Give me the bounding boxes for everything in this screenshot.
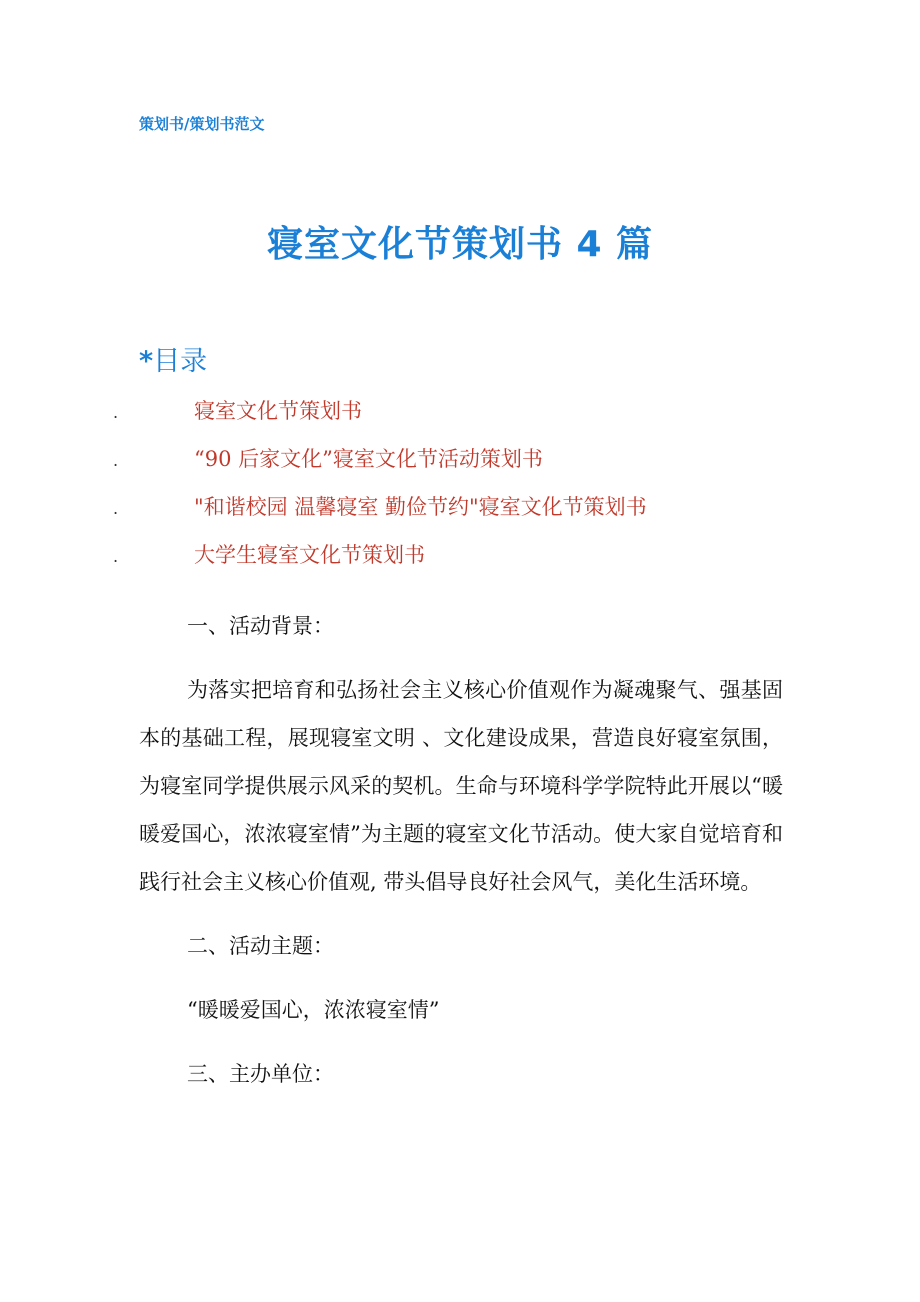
toc-dot: . — [113, 451, 119, 470]
document-body — [139, 602, 783, 1114]
breadcrumb: 策划书/策划书范文 — [139, 115, 265, 133]
document-title: 寝室文化节策划书 4 篇 — [266, 224, 654, 265]
toc-link[interactable]: 寝室文化节策划书 — [194, 399, 362, 423]
section-heading-organizer: 三、主办单位： — [187, 1062, 334, 1086]
toc-item[interactable] — [0, 392, 920, 440]
section-heading-background: 一、活动背景： — [187, 614, 334, 638]
toc-link[interactable]: “90 后家文化”寝室文化节活动策划书 — [194, 447, 543, 471]
toc-item[interactable] — [0, 488, 920, 536]
toc-dot: . — [113, 547, 119, 566]
toc-list — [0, 392, 920, 584]
toc-item[interactable] — [0, 440, 920, 488]
toc-item[interactable] — [0, 536, 920, 584]
toc-link[interactable]: "和谐校园 温馨寝室 勤俭节约"寝室文化节策划书 — [194, 495, 647, 519]
toc-heading-label: 目录 — [153, 346, 208, 377]
theme-text: “暖暖爱国心，浓浓寝室情” — [187, 998, 440, 1022]
toc-star: * — [139, 346, 154, 377]
toc-dot: . — [113, 403, 119, 422]
toc-heading — [139, 343, 207, 381]
toc-dot: . — [113, 499, 119, 518]
section-heading-theme: 二、活动主题： — [187, 934, 334, 958]
toc-link[interactable]: 大学生寝室文化节策划书 — [194, 543, 425, 567]
background-paragraph: 为落实把培育和弘扬社会主义核心价值观作为凝魂聚气、强基固本的基础工程，展现寝室文明 、文化建设成果，营造良好寝室氛围，为寝室同学提供展示风采的契机。生命与环境科学学院特此开展以“暖暖爱国心，浓浓寝室情”为主题的寝室文化节活动。使大家自觉培育和践行社会主义核心价值观, 带头倡导良好社会风气，美化生活环境。 — [139, 678, 783, 894]
